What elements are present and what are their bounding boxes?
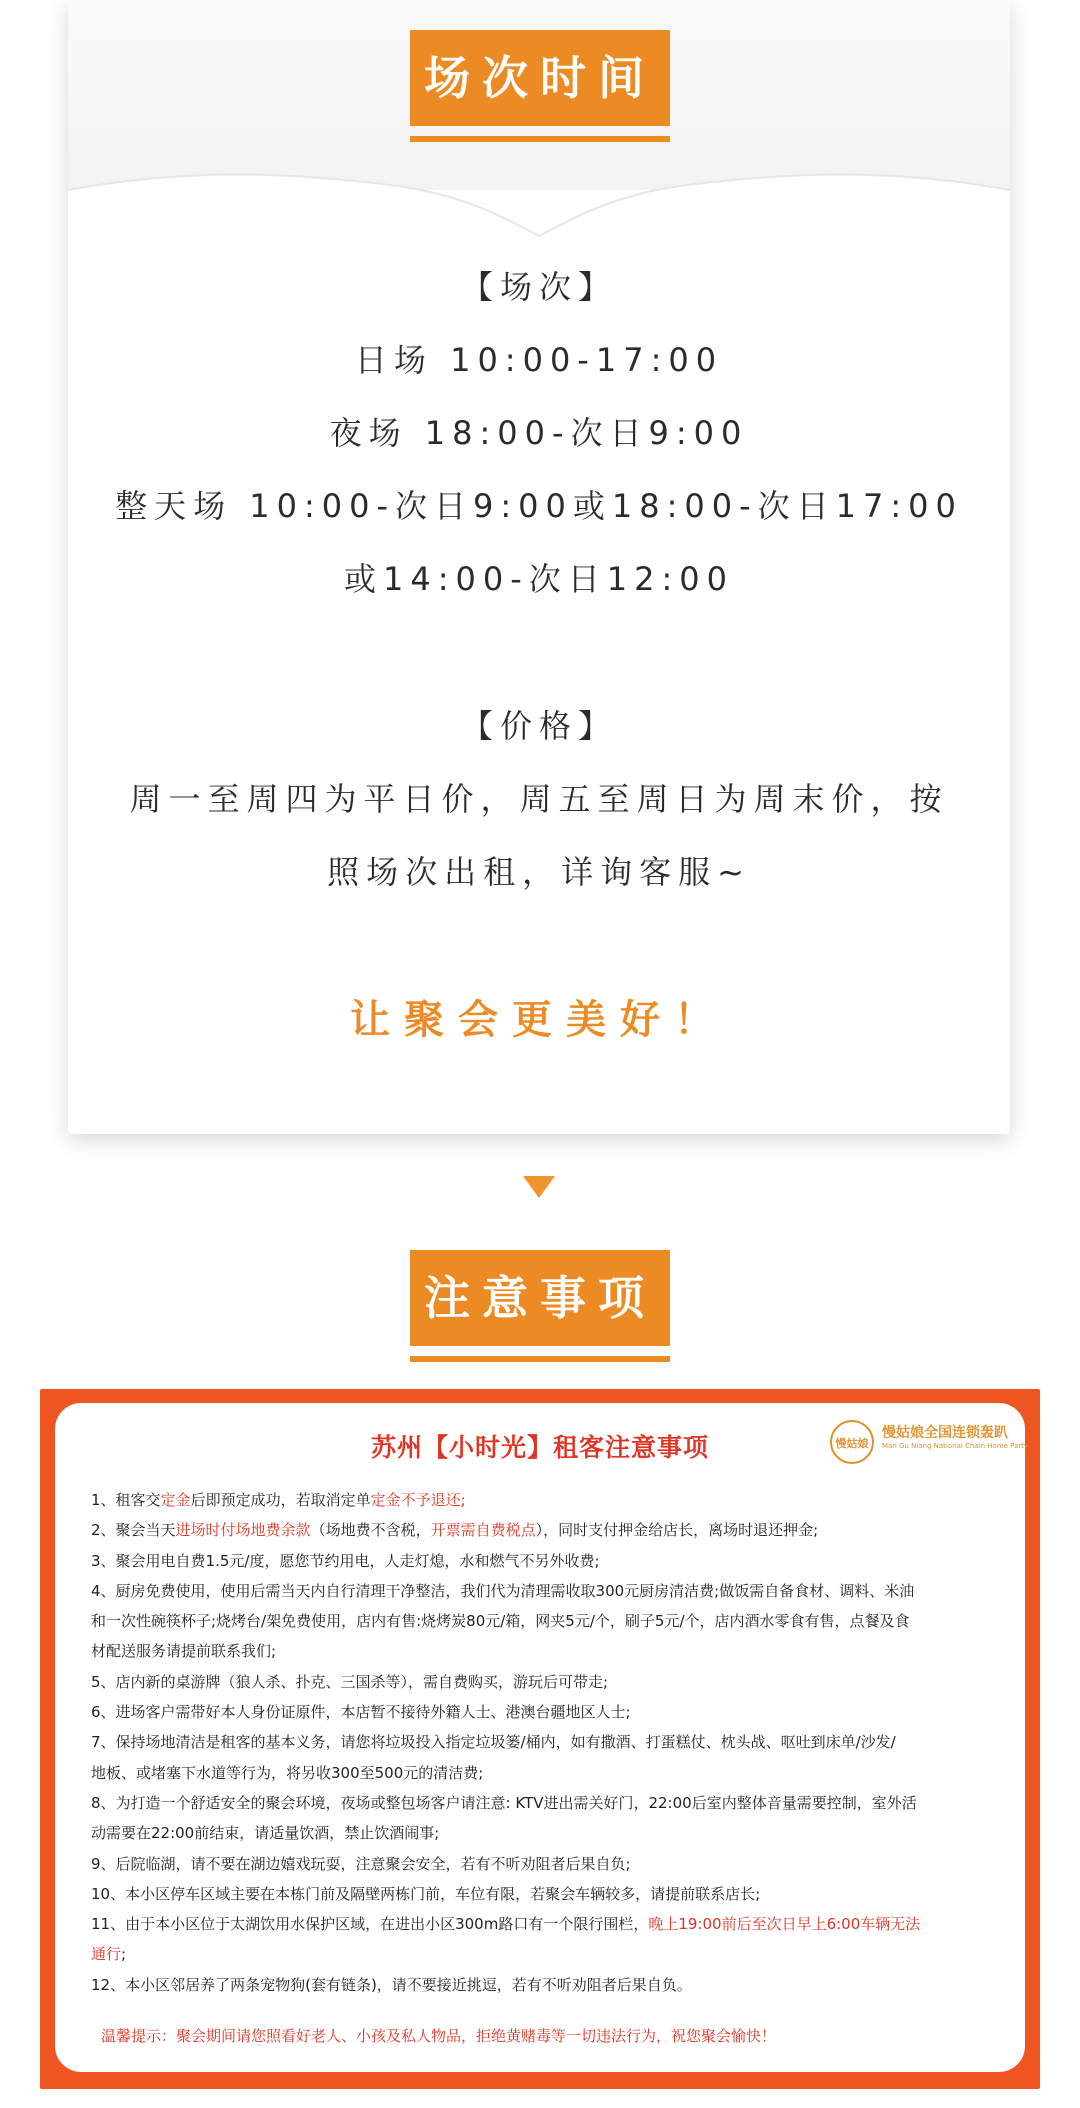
rule-highlight: 通行	[91, 1945, 122, 1964]
session-night: 夜场 18:00-次日9:00	[329, 414, 749, 452]
rule-text: ），同时支付押金给店长，离场时退还押金;	[535, 1521, 819, 1540]
rule-line	[91, 1485, 1006, 1515]
rule-text: 4、厨房免费使用，使用后需当天内自行清理干净整洁，我们代为清理需收取300元厨房清洁费;做饭需自备食材、调料、米油	[91, 1581, 915, 1600]
schedule-header-underline	[410, 136, 670, 142]
rule-text: ;	[121, 1945, 127, 1964]
brand-logo	[830, 1418, 1029, 1466]
rule-line	[91, 1727, 1006, 1757]
rule-line	[91, 1879, 1006, 1909]
rule-text: 材配送服务请提前联系我们;	[91, 1642, 277, 1661]
rule-text: 2、聚会当天	[91, 1521, 176, 1540]
rule-text: 动需要在22:00前结束，请适量饮酒，禁止饮酒闹事;	[91, 1824, 440, 1843]
rule-text: 后即预定成功，若取消定单	[190, 1491, 371, 1509]
session-full-day: 整天场 10:00-次日9:00或18:00-次日17:00	[115, 487, 963, 525]
rule-line	[91, 1939, 1006, 1969]
rule-text: 10、本小区停车区域主要在本栋门前及隔壁两栋门前，车位有限，若聚会车辆较多，请提前联系店长;	[91, 1884, 761, 1903]
notice-title: 苏州【小时光】租客注意事项	[370, 1433, 709, 1462]
brand-name-en: Man Gu Niang National Chain Home Party	[882, 1442, 1029, 1450]
rule-line	[91, 1909, 1006, 1939]
rule-text: 12、本小区邻居养了两条宠物狗(套有链条)，请不要接近挑逗，若有不听劝阻者后果自负。	[91, 1975, 692, 1994]
rule-highlight: 定金	[160, 1491, 191, 1509]
sessions-heading: 【场次】	[460, 268, 617, 306]
rule-line	[91, 1515, 1006, 1545]
rule-line	[91, 1576, 1006, 1606]
rule-line	[91, 1970, 1006, 2000]
rule-text: 7、保持场地清洁是租客的基本义务，请您将垃圾投入指定垃圾篓/桶内，如有撒酒、打蛋糕仗、枕头战、呕吐到床单/沙发/	[91, 1733, 896, 1752]
rule-text: 9、后院临湖，请不要在湖边嬉戏玩耍，注意聚会安全，若有不听劝阻者后果自负;	[91, 1854, 631, 1873]
rule-line	[91, 1667, 1006, 1697]
notice-section-header: 注意事项	[410, 1250, 670, 1346]
rule-highlight: 进场时付场地费余款	[175, 1521, 311, 1540]
rule-text: 和一次性碗筷杯子;烧烤台/架免费使用，店内有售:烧烤炭80元/箱，网夹5元/个，刷子5元/个，店内酒水零食有售，点餐及食	[91, 1612, 910, 1631]
down-arrow-icon	[523, 1176, 555, 1198]
session-day: 日场 10:00-17:00	[354, 341, 724, 379]
brand-name: 慢姑娘全国连锁轰趴	[882, 1425, 1008, 1441]
price-heading: 【价格】	[460, 707, 617, 745]
rule-line	[91, 1697, 1006, 1727]
rule-line	[91, 1818, 1006, 1848]
notice-header-underline	[410, 1356, 670, 1362]
rule-line	[91, 1788, 1006, 1818]
rule-line	[91, 1849, 1006, 1879]
warm-tip: 温馨提示：聚会期间请您照看好老人、小孩及私人物品，拒绝黄赌毒等一切违法行为，祝您聚会愉快！	[101, 2027, 777, 2045]
schedule-section-header: 场次时间	[410, 30, 670, 126]
rule-line	[91, 1758, 1006, 1788]
card-wave-divider	[68, 150, 1010, 240]
rule-line	[91, 1606, 1006, 1636]
slogan: 让聚会更美好！	[350, 997, 728, 1043]
session-full-day-alt: 或14:00-次日12:00	[344, 560, 734, 598]
rule-line	[91, 1636, 1006, 1666]
rule-highlight: 定金不予退还;	[370, 1491, 466, 1509]
rule-text: 1、租客交	[91, 1491, 161, 1509]
rule-line	[91, 1546, 1006, 1576]
rule-text: 11、由于本小区位于太湖饮用水保护区域，在进出小区300m路口有一个限行围栏，	[91, 1915, 649, 1934]
price-line-1: 周一至周四为平日价，周五至周日为周末价，按	[129, 780, 949, 818]
brand-logo-icon	[830, 1420, 874, 1464]
rule-text: 3、聚会用电自费1.5元/度，愿您节约用电，人走灯熄，水和燃气不另外收费;	[91, 1551, 600, 1570]
rule-highlight: 晚上19:00前后至次日早上6:00车辆无法	[648, 1915, 921, 1934]
rules-list	[91, 1485, 1006, 2000]
rule-highlight: 开票需自费税点	[430, 1521, 536, 1540]
rule-text: 8、为打造一个舒适安全的聚会环境，夜场或整包场客户请注意: KTV进出需关好门，22:00后室内整体音量需要控制，室外活	[91, 1793, 917, 1812]
rule-text: 5、店内新的桌游牌（狼人杀、扑克、三国杀等），需自费购买，游玩后可带走;	[91, 1672, 609, 1691]
rule-text: （场地费不含税，	[310, 1521, 431, 1540]
rule-text: 地板、或堵塞下水道等行为，将另收300至500元的清洁费;	[91, 1763, 484, 1782]
rule-text: 6、进场客户需带好本人身份证原件，本店暂不接待外籍人士、港澳台疆地区人士;	[91, 1703, 631, 1722]
brand-logo-mark-text: 慢姑娘	[835, 1437, 869, 1450]
price-line-2: 照场次出租，详询客服~	[327, 853, 751, 891]
